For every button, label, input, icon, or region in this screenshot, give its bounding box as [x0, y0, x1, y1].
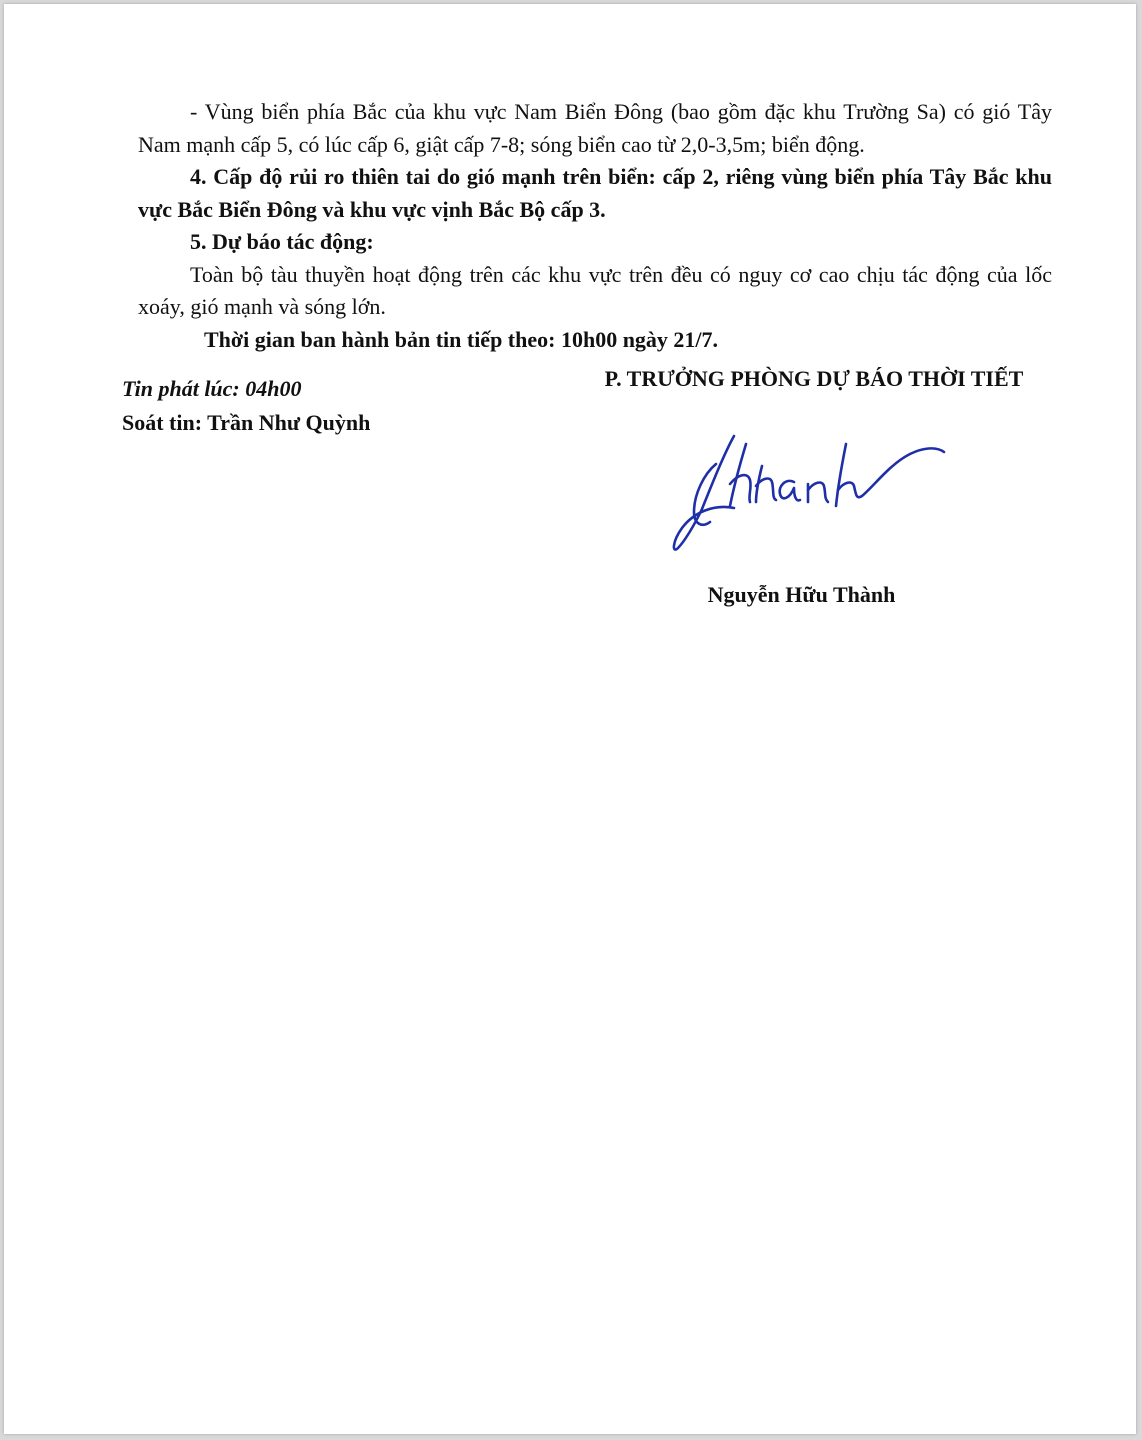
paragraph-risk-level: 4. Cấp độ rủi ro thiên tai do gió mạnh trên biển: cấp 2, riêng vùng biển phía Tây Bắc khu vực Bắc Biển Đông và khu vực vịnh Bắc Bộ cấp 3.: [138, 164, 1052, 222]
next-issue-time: Thời gian ban hành bản tin tiếp theo: 10h00 ngày 21/7.: [204, 326, 719, 352]
document-body: [138, 96, 1052, 356]
reviewed-by: Soát tin: Trần Như Quỳnh: [122, 410, 371, 435]
paragraph-north-region: - Vùng biển phía Bắc của khu vực Nam Biển Đông (bao gồm đặc khu Trường Sa) có gió Tây Nam mạnh cấp 5, có lúc cấp 6, giật cấp 7-8; sóng biển cao từ 2,0-3,5m; biển động.: [138, 99, 1052, 157]
document-page: [4, 4, 1136, 1434]
issue-info-block: [122, 372, 370, 440]
handwritten-signature: [664, 424, 954, 564]
signer-title: P. TRƯỞNG PHÒNG DỰ BÁO THỜI TIẾT: [604, 366, 1024, 391]
paragraph-impact-text: Toàn bộ tàu thuyền hoạt động trên các khu vực trên đều có nguy cơ cao chịu tác động của lốc xoáy, gió mạnh và sóng lớn.: [138, 261, 1052, 319]
heading-impact-forecast: 5. Dự báo tác động:: [190, 229, 374, 254]
issued-at: Tin phát lúc: 04h00: [122, 376, 302, 401]
signer-name: Nguyễn Hữu Thành: [707, 582, 896, 607]
